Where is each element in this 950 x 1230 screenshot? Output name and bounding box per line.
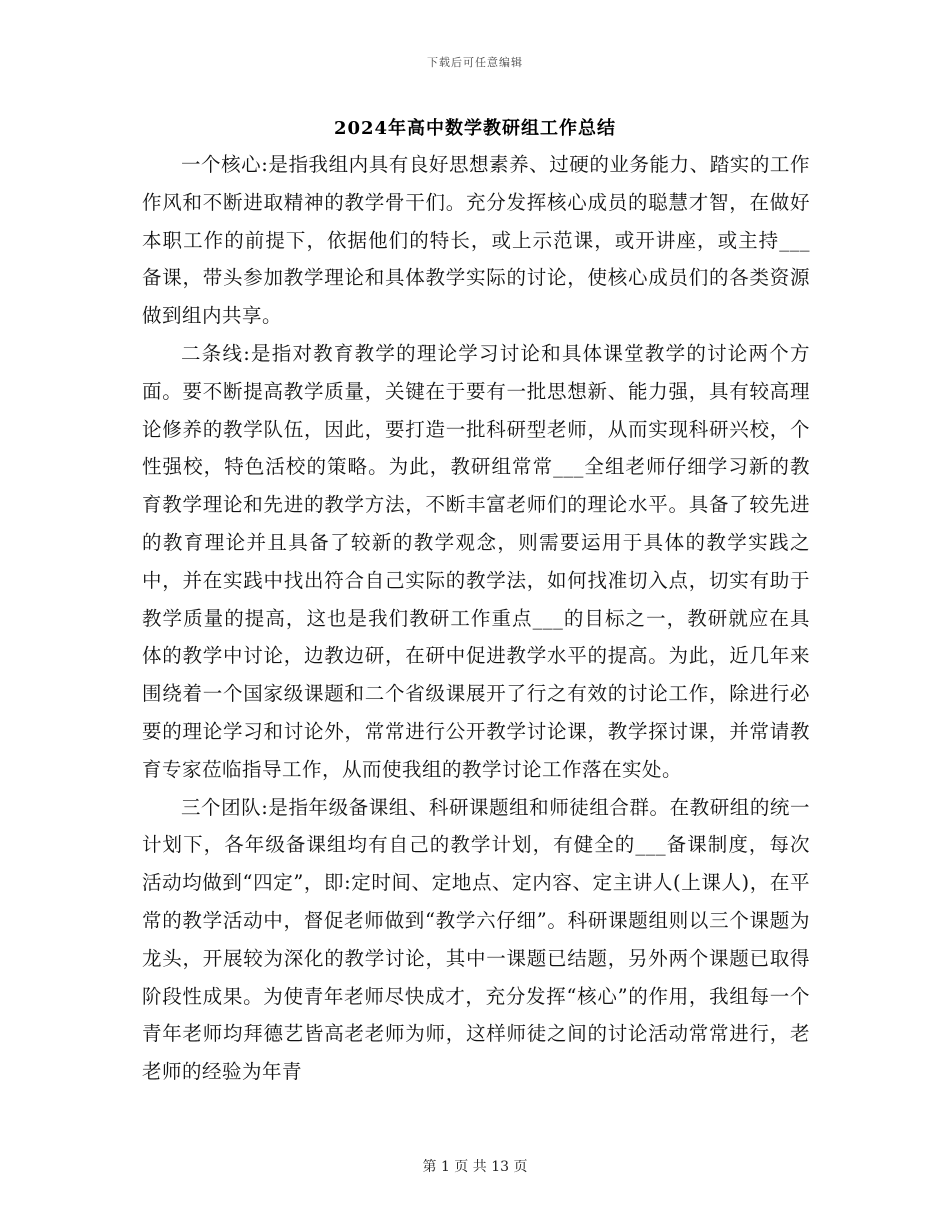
document-title: 2024年高中数学教研组工作总结 [333,118,617,139]
page-header-note: 下载后可任意编辑 [427,56,523,69]
paragraph-two-lines: 二条线:是指对教育教学的理论学习讨论和具体课堂教学的讨论两个方面。要不断提高教学质量，关键在于要有一批思想新、能力强，具有较高理论修养的教学队伍，因此，要打造一批科研型老师，从而实现科研兴校，个性强校，特色活校的策略。为此，教研组常常___全组老师仔细学习新的教育教学理论和先进的教学方法，不断丰富老师们的理论水平。具备了较先进的教育理论并且具备了较新的教学观念，则需要运用于具体的教学实践之中，并在实践中找出符合自己实际的教学法，如何找准切入点，切实有助于教学质量的提高，这也是我们教研工作重点___的目标之一，教研就应在具体的教学中讨论，边教边研，在研中促进教学水平的提高。为此，近几年来围绕着一个国家级课题和二个省级课展开了行之有效的讨论工作，除进行必要的理论学习和讨论外，常常进行公开教学讨论课，教学探讨课，并常请教育专家莅临指导工作，从而使我组的教学讨论工作落在实处。 [142,341,810,781]
document-body [142,146,810,1091]
paragraph-three-teams: 三个团队:是指年级备课组、科研课题组和师徒组合群。在教研组的统一计划下，各年级备课组均有自己的教学计划，有健全的___备课制度，每次活动均做到“四定”，即:定时间、定地点、定内容、定主讲人(上课人)，在平常的教学活动中，督促老师做到“教学六仔细”。科研课题组则以三个课题为龙头，开展较为深化的教学讨论，其中一课题已结题，另外两个课题已取得阶段性成果。为使青年老师尽快成才，充分发挥“核心”的作用，我组每一个青年老师均拜德艺皆高老老师为师，这样师徒之间的讨论活动常常进行，老老师的经验为年青 [142,795,810,1084]
paragraph-core: 一个核心:是指我组内具有良好思想素养、过硬的业务能力、踏实的工作作风和不断进取精神的教学骨干们。充分发挥核心成员的聪慧才智，在做好本职工作的前提下，依据他们的特长，或上示范课，或开讲座，或主持___备课，带头参加教学理论和具体教学实际的讨论，使核心成员们的各类资源做到组内共享。 [142,153,810,328]
page-number: 第 1 页 共 13 页 [422,1159,528,1175]
